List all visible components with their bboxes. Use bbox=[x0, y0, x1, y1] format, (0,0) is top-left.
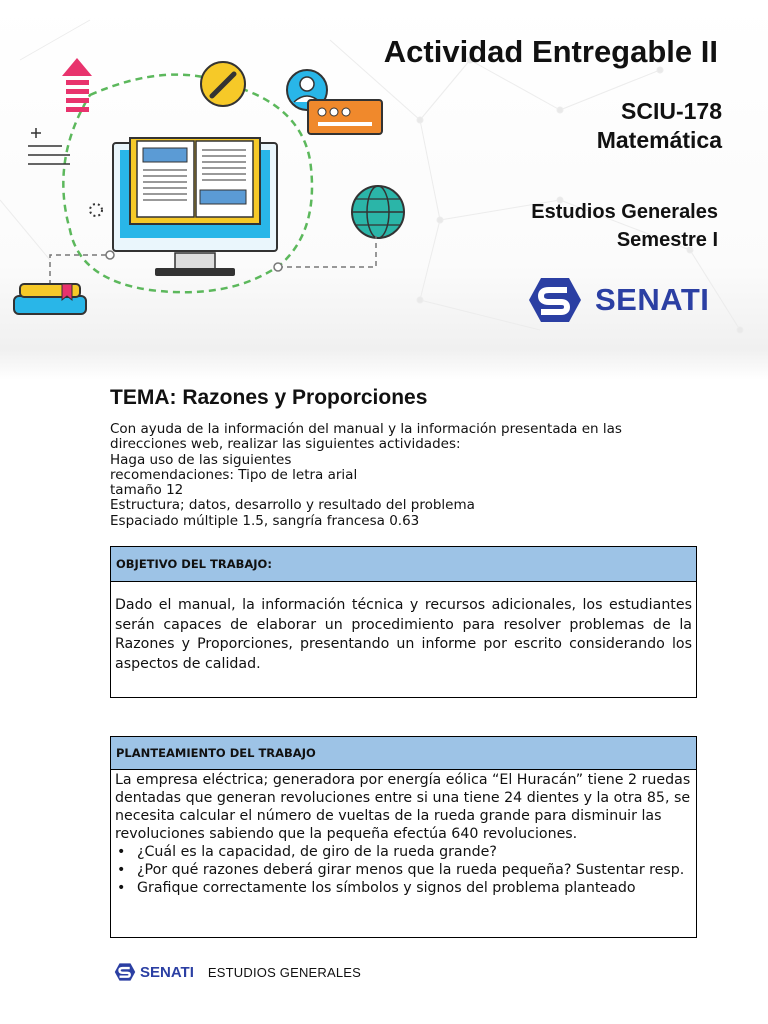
senati-logo-text: SENATI bbox=[595, 282, 710, 317]
books-stack-icon bbox=[14, 284, 86, 314]
pencil-icon bbox=[201, 62, 245, 106]
semester-label: Semestre I bbox=[616, 229, 718, 251]
objective-text: Dado el manual, la información técnica y recursos adicionales, los estudiantes serán capaces de elaborar un procedimiento para resolver problemas de la Razones y Proporciones, presentando un informe por escrito considerando los aspectos de calidad. bbox=[115, 597, 692, 672]
bullet-icon: • bbox=[117, 880, 126, 896]
statement-questions bbox=[115, 843, 692, 897]
statement-text: La empresa eléctrica; generadora por energía eólica “El Huracán” tiene 2 ruedas dentadas que generan revoluciones entre si una tiene 24 dientes y la otra 85, se necesita calcular el número de vueltas de la rueda grande para disminuir las revoluciones sabiendo que la pequeña efectúa 640 revoluciones. bbox=[115, 772, 691, 842]
senati-logo-icon bbox=[114, 962, 136, 982]
senati-logo bbox=[527, 276, 709, 324]
instruction-line: Con ayuda de la información del manual y la información presentada en las bbox=[110, 421, 622, 437]
document-lines-icon bbox=[28, 128, 70, 164]
education-illustration bbox=[0, 40, 420, 340]
topic-title: TEMA: Razones y Proporciones bbox=[110, 386, 428, 409]
question-item: • ¿Cuál es la capacidad, de giro de la rueda grande? bbox=[117, 844, 497, 860]
globe-icon bbox=[352, 186, 404, 238]
question-item: • ¿Por qué razones deberá girar menos que la rueda pequeña? Sustentar resp. bbox=[117, 862, 685, 878]
statement-body bbox=[111, 770, 696, 897]
footer-logo-text: SENATI bbox=[140, 963, 194, 981]
objective-table bbox=[110, 546, 697, 698]
instruction-line: direcciones web, realizar las siguientes actividades: bbox=[110, 436, 461, 453]
bullet-icon: • bbox=[117, 844, 126, 860]
statement-table bbox=[110, 736, 697, 938]
question-item: • Grafique correctamente los símbolos y signos del problema planteado bbox=[117, 880, 636, 896]
subject-name: Matemática bbox=[596, 127, 722, 153]
bullet-icon: • bbox=[117, 862, 126, 878]
instructions bbox=[110, 422, 670, 529]
page-footer bbox=[114, 962, 361, 982]
header-banner bbox=[0, 0, 768, 380]
course-code: SCIU-178 bbox=[621, 98, 722, 124]
instruction-line: recomendaciones: Tipo de letra arial bbox=[110, 466, 358, 483]
footer-label: ESTUDIOS GENERALES bbox=[207, 964, 362, 980]
instruction-line: Estructura; datos, desarrollo y resultado del problema bbox=[110, 497, 475, 514]
program-name: Estudios Generales bbox=[531, 201, 718, 223]
chat-bubble-icon bbox=[308, 100, 382, 134]
instruction-line: Espaciado múltiple 1.5, sangría francesa 0.63 bbox=[110, 512, 420, 529]
arrow-up-icon bbox=[62, 58, 92, 112]
senati-logo-icon bbox=[527, 276, 583, 324]
activity-title: Actividad Entregable II bbox=[383, 34, 718, 69]
statement-heading: PLANTEAMIENTO DEL TRABAJO bbox=[111, 737, 696, 770]
open-book-icon bbox=[130, 138, 260, 224]
instruction-line: tamaño 12 bbox=[110, 482, 184, 499]
objective-heading: OBJETIVO DEL TRABAJO: bbox=[111, 547, 696, 582]
instruction-line: Haga uso de las siguientes bbox=[110, 451, 292, 468]
